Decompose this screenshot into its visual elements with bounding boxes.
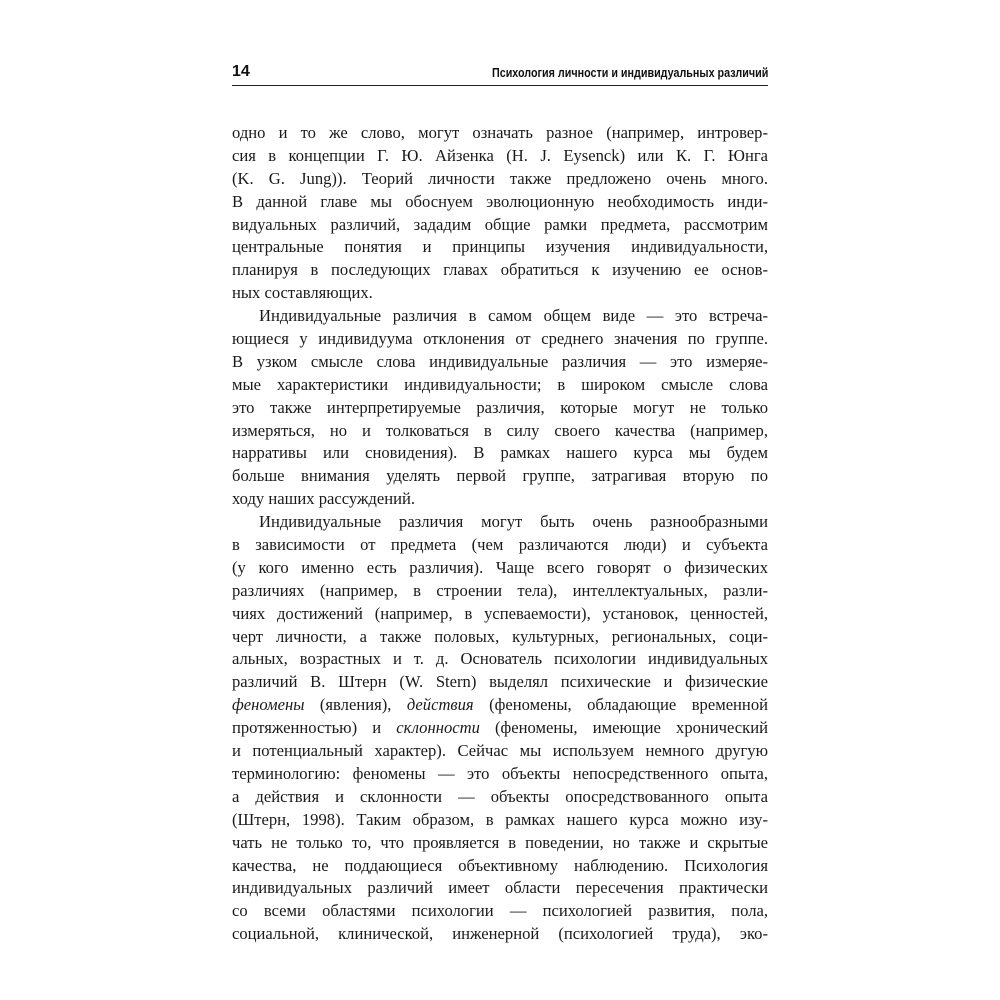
text-line: (у кого именно есть различия). Чаще всего говорят о физических	[232, 557, 768, 577]
text-line: а действия и склонности — объекты опосредствованного опыта	[232, 786, 768, 806]
text-line: индивидуальных различий имеет области пересечения практически	[232, 878, 768, 898]
text-line: В данной главе мы обоснуем эволюционную необходимость инди-	[232, 191, 768, 211]
text-line: терминологию: феномены — это объекты непосредственного опыта,	[232, 763, 768, 783]
text-line: чиях достижений (например, в успеваемости), установок, ценностей,	[232, 603, 768, 623]
text-line: различий В. Штерн (W. Stern) выделял психические и физические	[232, 672, 768, 692]
text-line: центральные понятия и принципы изучения индивидуальности,	[232, 237, 768, 257]
text-line: черт личности, а также половых, культурных, региональных, соци-	[232, 626, 768, 646]
text-line: альных, возрастных и т. д. Основатель психологии индивидуальных	[232, 649, 768, 669]
page-number: 14	[232, 63, 250, 80]
text-line: ющиеся у индивидуума отклонения от среднего значения по группе.	[232, 329, 768, 349]
text-line-with-italics	[232, 717, 768, 740]
text-line: видуальных различий, зададим общие рамки предмета, рассмотрим	[232, 214, 768, 234]
text-line: измеряться, но и толковаться в силу своего качества (например,	[232, 420, 768, 440]
text-line: это также интерпретируемые различия, которые могут не только	[232, 397, 768, 417]
text-line-with-italics	[232, 694, 768, 717]
text-line: и потенциальный характер). Сейчас мы используем немного другую	[232, 741, 768, 761]
text-line: больше внимания уделять первой группе, затрагивая вторую по	[232, 466, 768, 486]
text-line: нарративы или сновидения). В рамках нашего курса мы будем	[232, 443, 768, 463]
text-line-paragraph-start: Индивидуальные различия в самом общем виде — это встреча-	[259, 306, 768, 326]
text-line: ных составляющих.	[232, 283, 373, 303]
italic-term-dispositions: склонности	[396, 718, 480, 738]
text-line: различиях (например, в строении тела), интеллектуальных, разли-	[232, 580, 768, 600]
text-line: (Штерн, 1998). Таким образом, в рамках нашего курса можно изу-	[232, 809, 768, 829]
text-fragment: (феномены, обладающие временной	[473, 695, 768, 715]
header-rule	[232, 85, 768, 86]
running-head: Психология личности и индивидуальных различий	[491, 66, 768, 80]
page-header	[232, 62, 768, 84]
text-line: чать не только то, что проявляется в поведении, но также и скрытые	[232, 832, 768, 852]
text-line-paragraph-start: Индивидуальные различия могут быть очень разнообразными	[259, 512, 768, 532]
body-text	[232, 122, 768, 946]
text-fragment: (феномены, имеющие хронический	[479, 718, 768, 738]
text-line: сия в концепции Г. Ю. Айзенка (H. J. Eysenck) или К. Г. Юнга	[232, 145, 768, 165]
text-line: со всеми областями психологии — психологией развития, пола,	[232, 901, 768, 921]
text-fragment: протяженностью) и	[232, 718, 397, 738]
text-line: планируя в последующих главах обратиться к изучению ее основ-	[232, 260, 768, 280]
italic-term-actions: действия	[406, 695, 474, 715]
text-line: мые характеристики индивидуальности; в широком смысле слова	[232, 374, 768, 394]
text-line: в зависимости от предмета (чем различаются люди) и субъекта	[232, 535, 768, 555]
text-line: В узком смысле слова индивидуальные различия — это измеряе-	[232, 351, 768, 371]
text-line: социальной, клинической, инженерной (психологией труда), эко-	[232, 924, 768, 944]
text-line: одно и то же слово, могут означать разное (например, интровер-	[232, 123, 768, 142]
text-line: качества, не поддающиеся объективному наблюдению. Психология	[232, 855, 768, 875]
italic-term-phenomena: феномены	[232, 695, 305, 715]
text-fragment: (явления),	[304, 695, 407, 715]
text-line: ходу наших рассуждений.	[232, 489, 416, 509]
text-line: (K. G. Jung)). Теорий личности также предложено очень много.	[232, 168, 768, 188]
